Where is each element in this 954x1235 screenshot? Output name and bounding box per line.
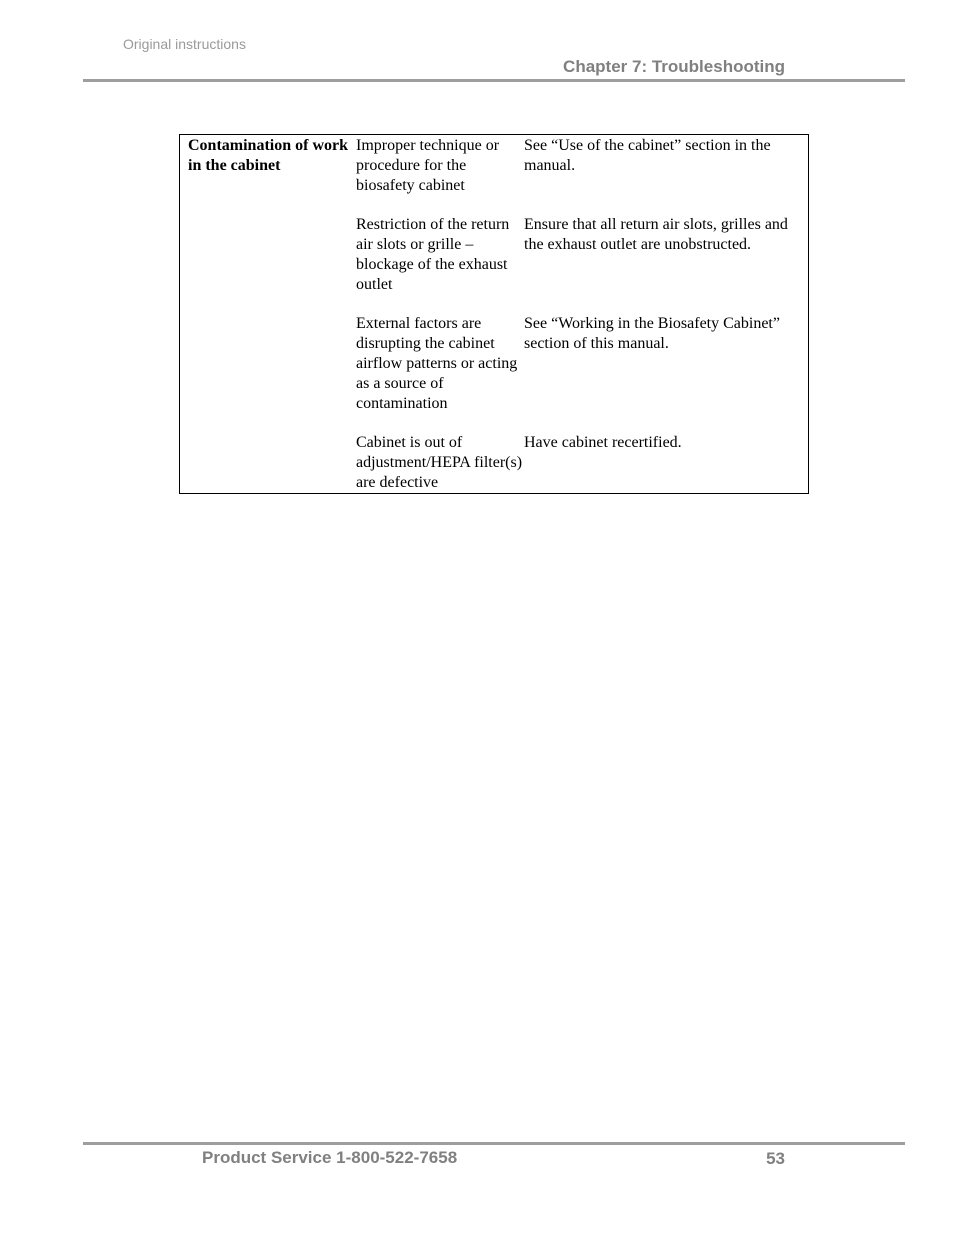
- problem-label: Contamination of work in the cabinet: [188, 137, 349, 174]
- cause-text: Restriction of the return air slots or grille – blockage of the exhaust outlet: [356, 216, 510, 293]
- header-rule: [83, 79, 905, 82]
- chapter-title: Chapter 7: Troubleshooting: [563, 57, 785, 76]
- cause-text: Improper technique or procedure for the biosafety cabinet: [356, 137, 500, 194]
- footer-rule: [83, 1142, 905, 1145]
- remedy-text: Ensure that all return air slots, grilles and the exhaust outlet are unobstructed.: [524, 216, 788, 253]
- product-service-line: Product Service 1-800-522-7658: [202, 1148, 458, 1167]
- cause-text: Cabinet is out of adjustment/HEPA filter(s) are defective: [356, 434, 523, 491]
- remedy-text: See “Use of the cabinet” section in the manual.: [524, 137, 771, 174]
- list-item: [356, 314, 808, 433]
- list-item: [356, 433, 808, 493]
- troubleshooting-table: [179, 134, 809, 494]
- remedy-text: See “Working in the Biosafety Cabinet” section of this manual.: [524, 315, 780, 352]
- page-number: 53: [766, 1149, 785, 1168]
- list-item: [356, 136, 808, 215]
- problem-cell: [180, 135, 357, 494]
- causes-remedies-cell: [356, 135, 809, 494]
- remedy-text: Have cabinet recertified.: [524, 434, 682, 451]
- header-note: Original instructions: [123, 36, 246, 52]
- table-row: [180, 135, 809, 494]
- cause-text: External factors are disrupting the cabinet airflow patterns or acting as a source of contamination: [356, 315, 518, 412]
- list-item: [356, 215, 808, 314]
